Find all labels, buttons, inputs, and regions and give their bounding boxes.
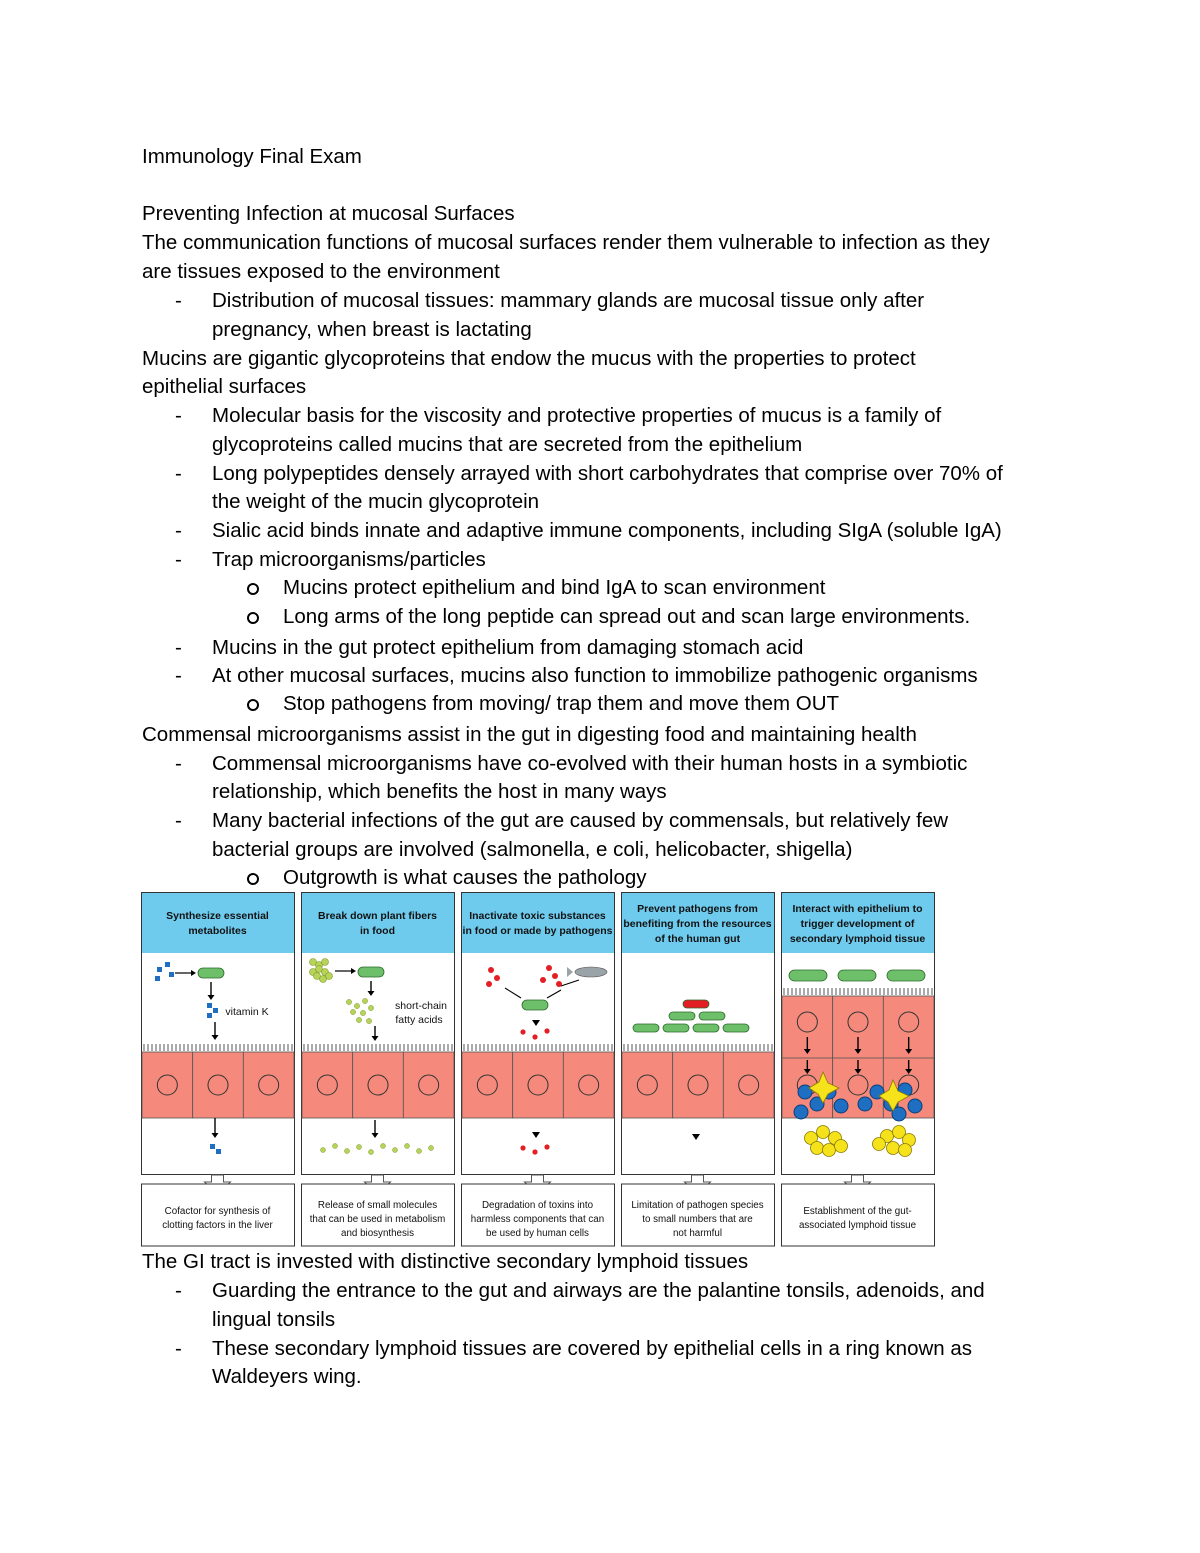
panel-4-header-line-2: benefiting from the resources: [623, 918, 772, 930]
panel-3-footer-line-2: harmless components that can: [470, 1214, 605, 1225]
commensal-bacterium: [358, 967, 384, 977]
bullet-text: bacterial groups are involved (salmonella, e coli, helicobacter, shigella): [212, 838, 853, 861]
panel-1-epithelial-cell: [142, 1052, 193, 1118]
scfa-dot: [321, 1148, 326, 1153]
panel-4-footer-line-3: not harmful: [672, 1228, 723, 1239]
panel-3-footer-line-3: be used by human cells: [486, 1228, 589, 1239]
bullet-dash: -: [175, 664, 182, 687]
bullet-dash: -: [175, 752, 182, 775]
pathogen-bacterium: [683, 1000, 709, 1008]
bullet-text: Mucins in the gut protect epithelium from damaging stomach acid: [212, 636, 804, 659]
follicle-cell: [887, 1142, 900, 1155]
bullet-dash: -: [175, 462, 182, 485]
commensal-bacterium: [633, 1024, 659, 1032]
lymphocyte: [834, 1099, 848, 1113]
lymphocyte: [908, 1099, 922, 1113]
scfa-dot: [417, 1149, 422, 1154]
bullet-text: lingual tonsils: [212, 1308, 336, 1331]
panel-2-epithelial-cell: [353, 1052, 404, 1118]
panel-2-epithelial-cell: [302, 1052, 353, 1118]
commensal-bacterium: [723, 1024, 749, 1032]
panel-2-footer-line-2: that can be used in metabolism: [309, 1214, 446, 1225]
sub-bullet-circle: [247, 612, 259, 624]
scfa-dot: [345, 1149, 350, 1154]
bullet-text: relationship, which benefits the host in many ways: [212, 780, 667, 803]
toxin-dot: [552, 973, 558, 979]
bullet-dash: -: [175, 636, 182, 659]
panel-5-header-line-1: Interact with epithelium to: [792, 903, 923, 915]
bullet-text: the weight of the mucin glycoprotein: [212, 490, 540, 513]
fish-food: [575, 967, 607, 977]
commensal-bacterium: [522, 1000, 548, 1010]
panel-1-footer-line-1: Cofactor for synthesis of: [164, 1206, 271, 1217]
follicle-cell: [873, 1138, 886, 1151]
vitamin-precursor-dot: [169, 972, 174, 977]
panel-1-header: [142, 893, 294, 953]
panel-2-footer-line-3: and biosynthesis: [341, 1228, 414, 1239]
follicle-cell: [811, 1142, 824, 1155]
lymphocyte: [858, 1097, 872, 1111]
paragraph-line: Commensal microorganisms assist in the gut in digesting food and maintaining health: [142, 723, 917, 746]
panel-3-epithelial-cell: [563, 1052, 614, 1118]
plant-fiber-dot: [326, 973, 333, 980]
panel-5-header-line-2: trigger development of: [800, 918, 915, 930]
sub-bullet-circle: [247, 699, 259, 711]
plant-fiber-dot: [322, 959, 329, 966]
panel-3-header-line-1: Inactivate toxic substances: [469, 910, 606, 922]
commensal-bacterium: [663, 1024, 689, 1032]
panel-4-footer-line-2: to small numbers that are: [642, 1214, 753, 1225]
panel-2-header-line-1: Break down plant fibers: [317, 910, 438, 922]
vitamin-k-mark: [216, 1149, 221, 1154]
scfa-dot: [360, 1010, 365, 1015]
panel-2-footer-line-1: Release of small molecules: [317, 1200, 438, 1211]
commensal-bacterium: [699, 1012, 725, 1020]
panel-1-footer-line-2: clotting factors in the liver: [162, 1220, 273, 1231]
scfa-dot: [354, 1003, 359, 1008]
bullet-text: Waldeyers wing.: [212, 1365, 362, 1388]
scfa-dot: [405, 1144, 410, 1149]
paragraph-line: epithelial surfaces: [142, 375, 307, 398]
lymphocyte: [794, 1105, 808, 1119]
degraded-toxin-dot: [520, 1145, 525, 1150]
vitamin-k-mark: [207, 1003, 212, 1008]
sub-bullet-text: Long arms of the long peptide can spread out and scan large environments.: [283, 605, 971, 628]
panel-3-footer-line-1: Degradation of toxins into: [481, 1200, 594, 1211]
vitamin-precursor-dot: [157, 967, 162, 972]
sub-bullet-circle: [247, 583, 259, 595]
bullet-text: These secondary lymphoid tissues are covered by epithelial cells in a ring known as: [212, 1337, 973, 1360]
bullet-text: glycoproteins called mucins that are secreted from the epithelium: [212, 433, 803, 456]
panel-1-header-line-2: metabolites: [188, 925, 247, 937]
scfa-dot: [366, 1018, 371, 1023]
bullet-dash: -: [175, 809, 182, 832]
sub-bullet-text: Mucins protect epithelium and bind IgA to scan environment: [283, 576, 826, 599]
vitamin-precursor-dot: [155, 976, 160, 981]
commensal-functions-figure: [141, 892, 935, 1248]
figure-svg: [141, 892, 935, 1248]
degraded-toxin-dot: [532, 1149, 537, 1154]
follicle-cell: [835, 1140, 848, 1153]
bullet-text: Trap microorganisms/particles: [212, 548, 486, 571]
bullet-dash: -: [175, 1337, 182, 1360]
bullet-dash: -: [175, 1279, 182, 1302]
bullet-dash: -: [175, 404, 182, 427]
panel-3-epithelial-cell: [462, 1052, 513, 1118]
panel-2-header: [302, 893, 454, 953]
degraded-toxin-dot: [544, 1144, 549, 1149]
panel-3-header-line-2: in food or made by pathogens: [462, 925, 613, 937]
follicle-cell: [817, 1126, 830, 1139]
scfa-dot: [350, 1009, 355, 1014]
vitamin-k-label: vitamin K: [225, 1006, 269, 1018]
commensal-bacterium: [887, 970, 925, 981]
sub-bullet-text: Stop pathogens from moving/ trap them and move them OUT: [283, 692, 840, 715]
scfa-dot: [368, 1005, 373, 1010]
panel-2-epithelial-cell: [403, 1052, 454, 1118]
bullet-dash: -: [175, 548, 182, 571]
scfa-dot: [369, 1150, 374, 1155]
degraded-toxin-dot: [520, 1029, 525, 1034]
scfa-dot: [333, 1144, 338, 1149]
section-heading: Preventing Infection at mucosal Surfaces: [142, 202, 515, 225]
degraded-toxin-dot: [532, 1034, 537, 1039]
panel-1-header-line-1: Synthesize essential: [166, 910, 269, 922]
panel-3-epithelial-cell: [513, 1052, 564, 1118]
vitamin-k-mark: [210, 1144, 215, 1149]
commensal-bacterium: [198, 968, 224, 978]
panel-1-epithelial-cell: [243, 1052, 294, 1118]
bullet-dash: -: [175, 519, 182, 542]
scfa-dot: [393, 1148, 398, 1153]
toxin-dot: [546, 965, 552, 971]
panel-4-header-line-1: Prevent pathogens from: [637, 903, 758, 915]
bullet-text: Distribution of mucosal tissues: mammary glands are mucosal tissue only after: [212, 289, 925, 312]
bullet-dash: -: [175, 289, 182, 312]
scfa-label-line-2: fatty acids: [395, 1014, 443, 1026]
vitamin-k-mark: [207, 1013, 212, 1018]
vitamin-k-mark: [213, 1008, 218, 1013]
document-title: Immunology Final Exam: [142, 145, 362, 168]
degraded-toxin-dot: [544, 1028, 549, 1033]
panel-5-footer-line-1: Establishment of the gut-: [803, 1206, 912, 1217]
toxin-dot: [494, 975, 500, 981]
vitamin-precursor-dot: [165, 962, 170, 967]
panel-3-header: [462, 893, 614, 953]
panel-4-epithelial-cell: [723, 1052, 774, 1118]
bullet-text: At other mucosal surfaces, mucins also function to immobilize pathogenic organisms: [212, 664, 978, 687]
panel-4-header-line-3: of the human gut: [654, 933, 741, 945]
toxin-dot: [540, 977, 546, 983]
scfa-dot: [357, 1145, 362, 1150]
commensal-bacterium: [838, 970, 876, 981]
sub-bullet-text: Outgrowth is what causes the pathology: [283, 866, 647, 889]
panel-4-epithelial-cell: [622, 1052, 673, 1118]
panel-1-epithelial-cell: [193, 1052, 244, 1118]
scfa-dot: [429, 1146, 434, 1151]
follicle-cell: [899, 1144, 912, 1157]
panel-5-header-line-3: secondary lymphoid tissue: [789, 933, 926, 945]
commensal-bacterium: [789, 970, 827, 981]
bullet-text: Many bacterial infections of the gut are caused by commensals, but relatively few: [212, 809, 949, 832]
sub-bullet-circle: [247, 873, 259, 885]
bullet-text: Long polypeptides densely arrayed with short carbohydrates that comprise over 70% of: [212, 462, 1003, 485]
panel-4-epithelial-cell: [673, 1052, 724, 1118]
paragraph-line: The communication functions of mucosal surfaces render them vulnerable to infection as they: [142, 231, 990, 254]
scfa-dot: [356, 1017, 361, 1022]
panel-2-header-line-2: in food: [360, 925, 395, 937]
toxin-dot: [488, 967, 494, 973]
paragraph-line: The GI tract is invested with distinctive secondary lymphoid tissues: [142, 1250, 749, 1273]
bullet-text: pregnancy, when breast is lactating: [212, 318, 532, 341]
bullet-text: Guarding the entrance to the gut and airways are the palantine tonsils, adenoids, and: [212, 1279, 985, 1302]
commensal-bacterium: [693, 1024, 719, 1032]
scfa-label-line-1: short-chain: [395, 1000, 447, 1012]
bullet-text: Molecular basis for the viscosity and protective properties of mucus is a family of: [212, 404, 942, 427]
bullet-text: Sialic acid binds innate and adaptive immune components, including SIgA (soluble IgA): [212, 519, 1002, 542]
bullet-text: Commensal microorganisms have co-evolved with their human hosts in a symbiotic: [212, 752, 968, 775]
paragraph-line: Mucins are gigantic glycoproteins that endow the mucus with the properties to protect: [142, 347, 916, 370]
commensal-bacterium: [669, 1012, 695, 1020]
paragraph-line: are tissues exposed to the environment: [142, 260, 500, 283]
panel-5-footer-line-2: associated lymphoid tissue: [798, 1220, 917, 1231]
panel-4-footer-line-1: Limitation of pathogen species: [631, 1200, 764, 1211]
scfa-dot: [381, 1144, 386, 1149]
scfa-dot: [346, 999, 351, 1004]
follicle-cell: [823, 1144, 836, 1157]
scfa-dot: [362, 998, 367, 1003]
toxin-dot: [486, 981, 492, 987]
